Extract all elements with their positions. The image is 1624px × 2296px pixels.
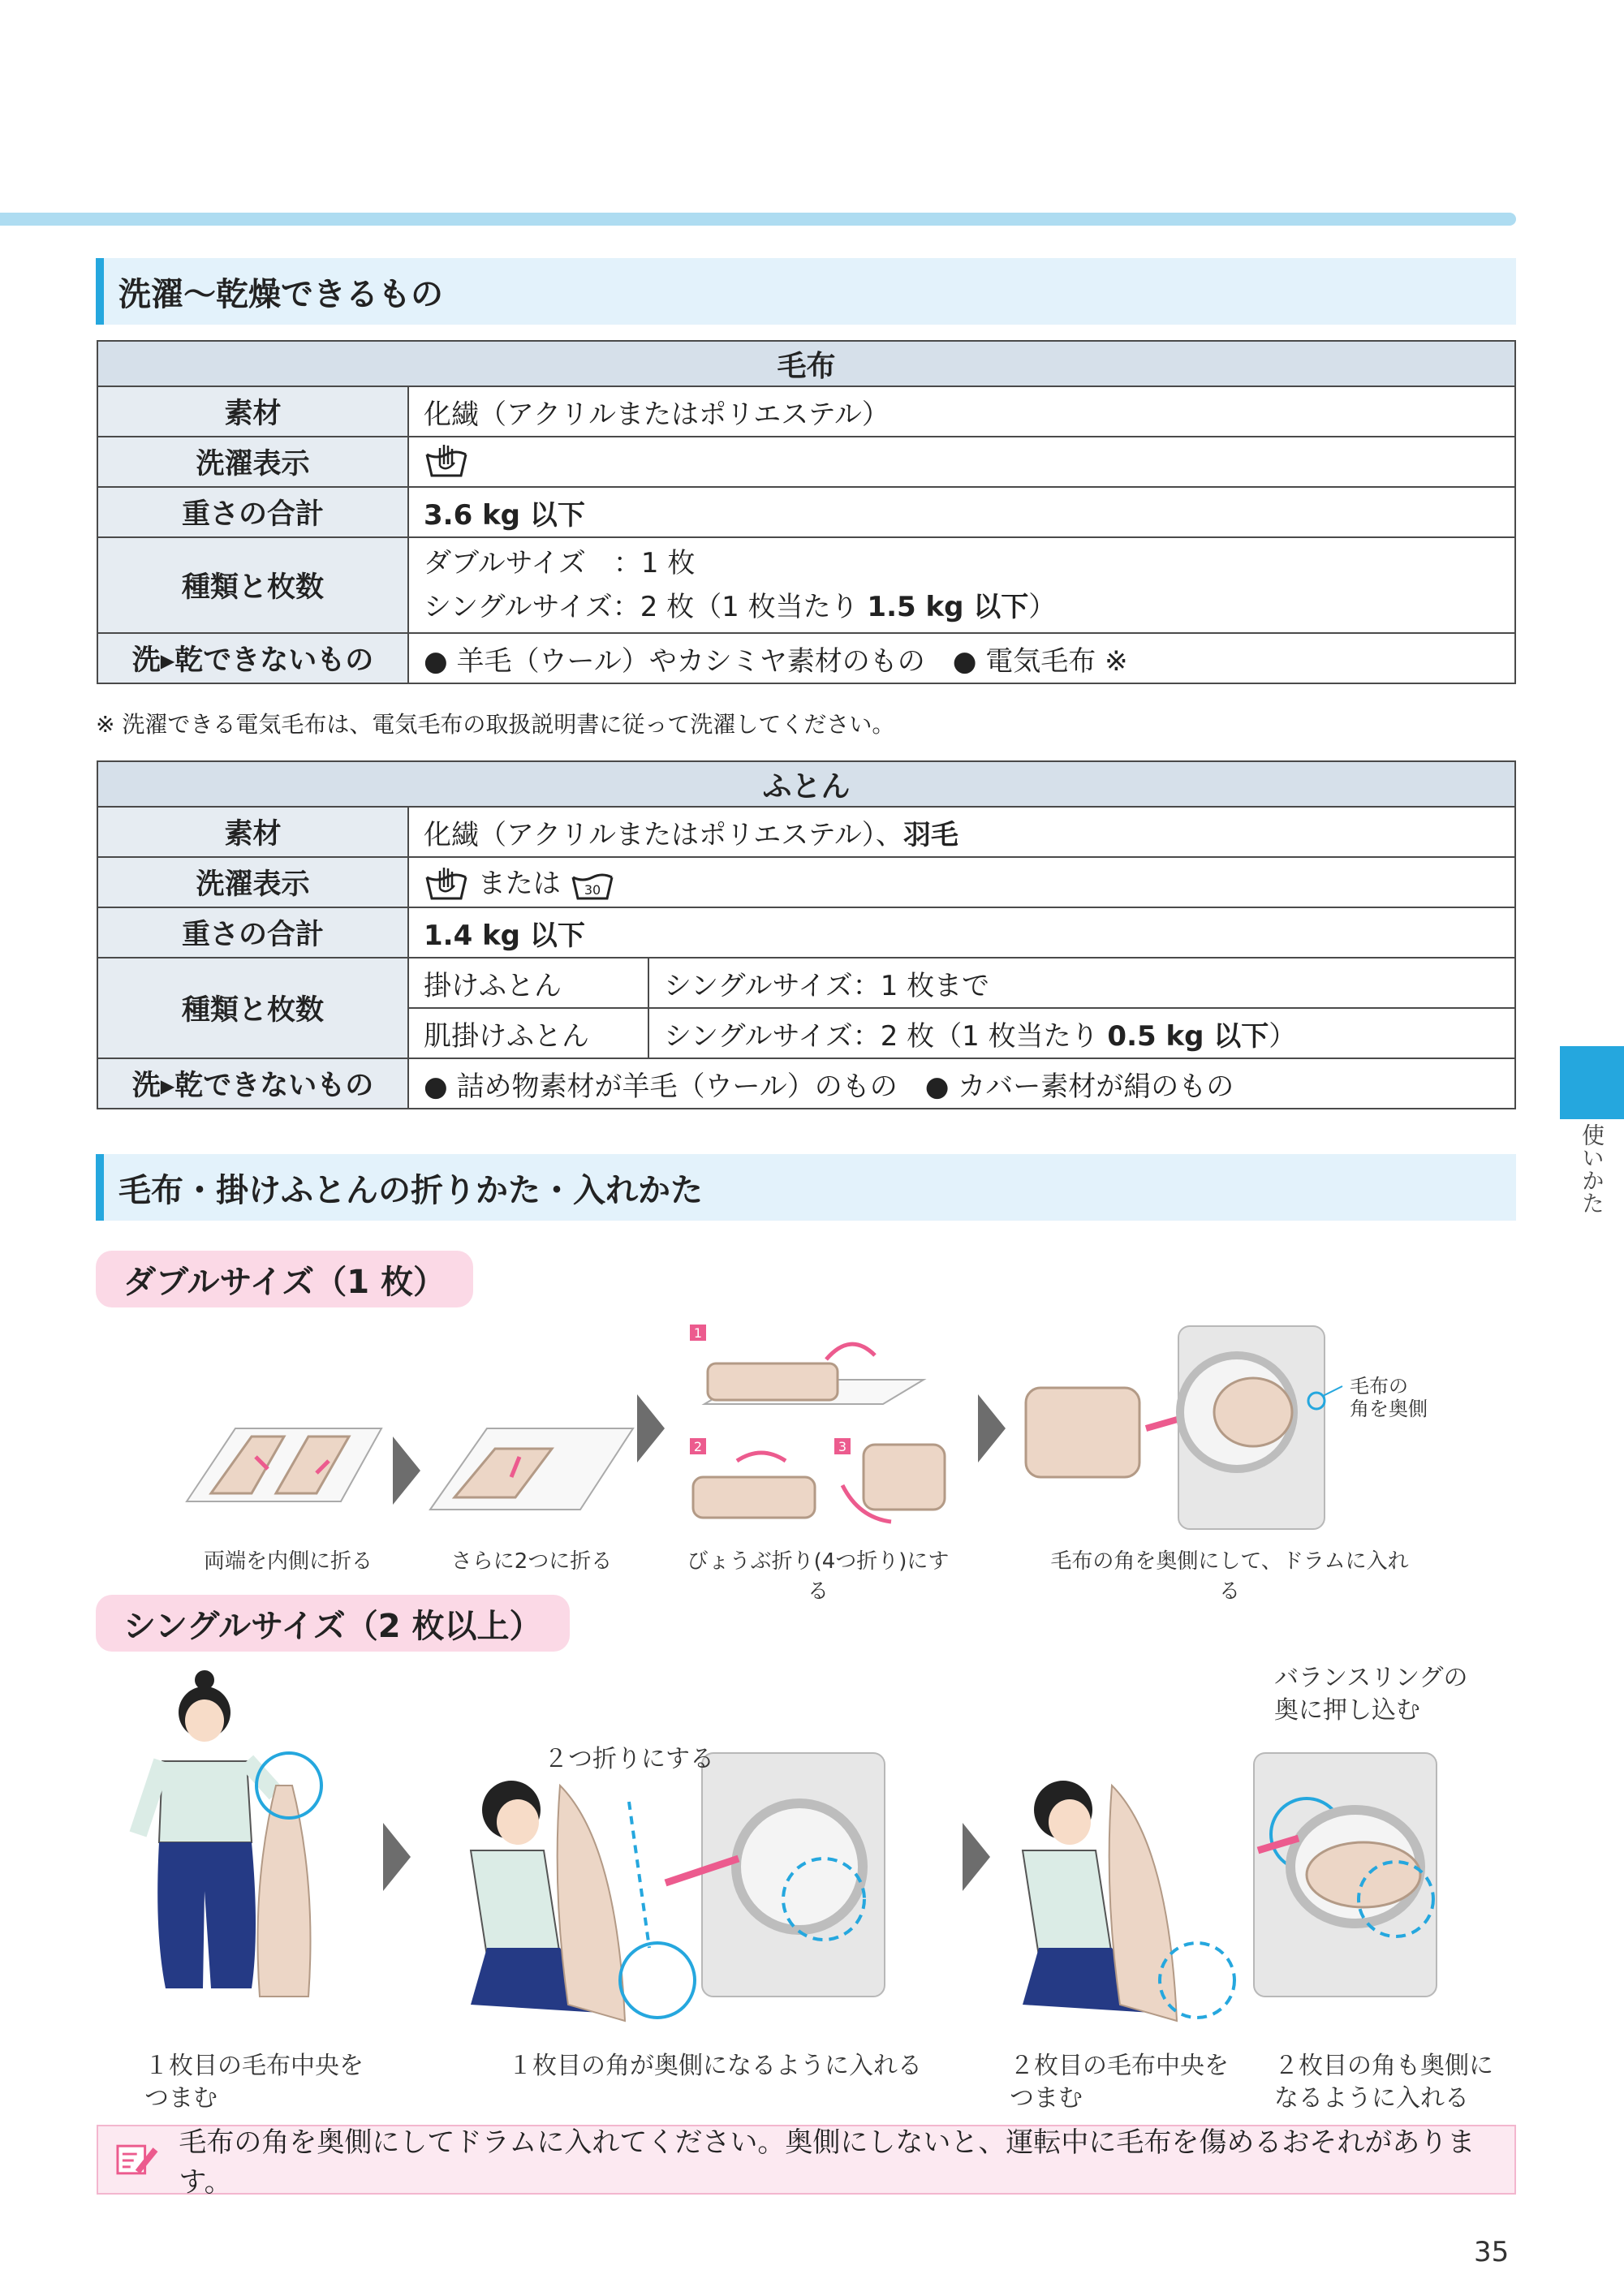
not-washable-label: 洗▸乾できないもの bbox=[97, 1058, 408, 1109]
caution-text: 毛布の角を奥側にしてドラムに入れてください。奥側にしないと、運転中に毛布を傷めるおそれがあります。 bbox=[179, 2126, 1475, 2199]
weight-value: 3.6 kg 以下 bbox=[408, 487, 1515, 537]
svg-text:3: 3 bbox=[838, 1439, 847, 1454]
caption-fold-ends: 両端を内側に折る bbox=[203, 1549, 373, 1574]
material-label: 素材 bbox=[97, 807, 408, 857]
hand-wash-icon bbox=[424, 443, 469, 480]
corner-back-callout: 毛布の 角を奥側 bbox=[1350, 1375, 1428, 1420]
futon-kind-1: 掛けふとん bbox=[408, 958, 648, 1008]
balance-ring-callout: バランスリングの 奥に押し込む bbox=[1274, 1664, 1468, 1725]
insert-first-blanket-illustration bbox=[422, 1745, 893, 2029]
fold-half-callout: ２つ折りにする bbox=[544, 1745, 714, 1773]
caution-note bbox=[97, 2125, 1516, 2199]
caption-pinch-first: １枚目の毛布中央を つまむ bbox=[144, 2052, 364, 2113]
page-number: 35 bbox=[1474, 2236, 1510, 2268]
step-arrow-icon bbox=[383, 1823, 411, 1891]
memo-pencil-icon bbox=[113, 2139, 161, 2180]
svg-text:2: 2 bbox=[693, 1439, 703, 1454]
wash-30-icon bbox=[570, 866, 615, 903]
step-arrow-icon bbox=[978, 1394, 1006, 1462]
type-single: シングルサイズ：2 枚（1 枚当たり 1.5 kg 以下） bbox=[424, 591, 1057, 623]
weight-value: 1.4 kg 以下 bbox=[408, 907, 1515, 958]
section-title-washable: 洗濯～乾燥できるもの bbox=[96, 258, 1516, 325]
svg-text:30: 30 bbox=[584, 882, 601, 898]
wash-symbol-label: 洗濯表示 bbox=[97, 437, 408, 487]
futon-table-header: ふとん bbox=[97, 761, 1515, 807]
step-arrow-icon bbox=[393, 1437, 420, 1505]
caption-insert-first: １枚目の角が奥側になるように入れる bbox=[508, 2052, 922, 2080]
svg-text:1: 1 bbox=[693, 1325, 703, 1341]
step-arrow-icon bbox=[637, 1394, 665, 1462]
not-washable-label: 洗▸乾できないもの bbox=[97, 633, 408, 683]
symbol-or-text: または bbox=[477, 867, 561, 900]
type-label: 種類と枚数 bbox=[97, 537, 408, 633]
material-label: 素材 bbox=[97, 386, 408, 437]
hand-wash-icon bbox=[424, 866, 469, 903]
caption-screen-fold: びょうぶ折り(4つ折り)にする bbox=[687, 1549, 950, 1604]
futon-kind-2: 肌掛けふとん bbox=[408, 1008, 648, 1058]
single-size-pill: シングルサイズ（2 枚以上） bbox=[96, 1595, 570, 1652]
fold-step-3-illustration bbox=[688, 1323, 956, 1534]
type-label: 種類と枚数 bbox=[97, 958, 408, 1058]
drum-insert-illustration bbox=[1024, 1323, 1446, 1534]
caption-insert-drum: 毛布の角を奥側にして、ドラムに入れる bbox=[1050, 1549, 1409, 1604]
wash-symbol-label: 洗濯表示 bbox=[97, 857, 408, 907]
double-size-pill: ダブルサイズ（1 枚） bbox=[96, 1251, 473, 1307]
material-value: 化繊（アクリルまたはポリエステル） bbox=[408, 386, 1515, 437]
top-accent-bar bbox=[0, 213, 1516, 226]
futon-kind-1-value: シングルサイズ：1 枚まで bbox=[648, 958, 1515, 1008]
caption-insert-second: ２枚目の角も奥側に なるように入れる bbox=[1274, 2052, 1493, 2113]
fold-step-1-illustration bbox=[187, 1412, 381, 1518]
blanket-spec-table bbox=[97, 340, 1516, 684]
blanket-table-header: 毛布 bbox=[97, 341, 1515, 386]
fold-step-2-illustration bbox=[430, 1420, 633, 1518]
side-tab-label: 使いかた bbox=[1579, 1123, 1605, 1214]
futon-spec-table bbox=[97, 760, 1516, 1109]
electric-blanket-note: ※ 洗濯できる電気毛布は、電気毛布の取扱説明書に従って洗濯してください。 bbox=[96, 711, 895, 738]
caption-fold-half: さらに2つに折る bbox=[450, 1549, 613, 1574]
weight-label: 重さの合計 bbox=[97, 907, 408, 958]
person-pinch-illustration bbox=[130, 1672, 341, 2013]
caption-pinch-second: ２枚目の毛布中央を つまむ bbox=[1010, 2052, 1229, 2113]
material-value: 化繊（アクリルまたはポリエステル）、羽毛 bbox=[408, 807, 1515, 857]
futon-kind-2-value: シングルサイズ：2 枚（1 枚当たり 0.5 kg 以下） bbox=[648, 1008, 1515, 1058]
not-washable-value: ● 詰め物素材が羊毛（ウール）のもの ● カバー素材が絹のもの bbox=[408, 1058, 1515, 1109]
section-title-folding: 毛布・掛けふとんの折りかた・入れかた bbox=[96, 1154, 1516, 1221]
not-washable-value: ● 羊毛（ウール）やカシミヤ素材のもの ● 電気毛布 ※ bbox=[408, 633, 1515, 683]
type-double: ダブルサイズ ：1 枚 bbox=[424, 547, 696, 579]
insert-second-blanket-illustration bbox=[974, 1745, 1461, 2029]
weight-label: 重さの合計 bbox=[97, 487, 408, 537]
side-tab-marker bbox=[1560, 1046, 1624, 1119]
